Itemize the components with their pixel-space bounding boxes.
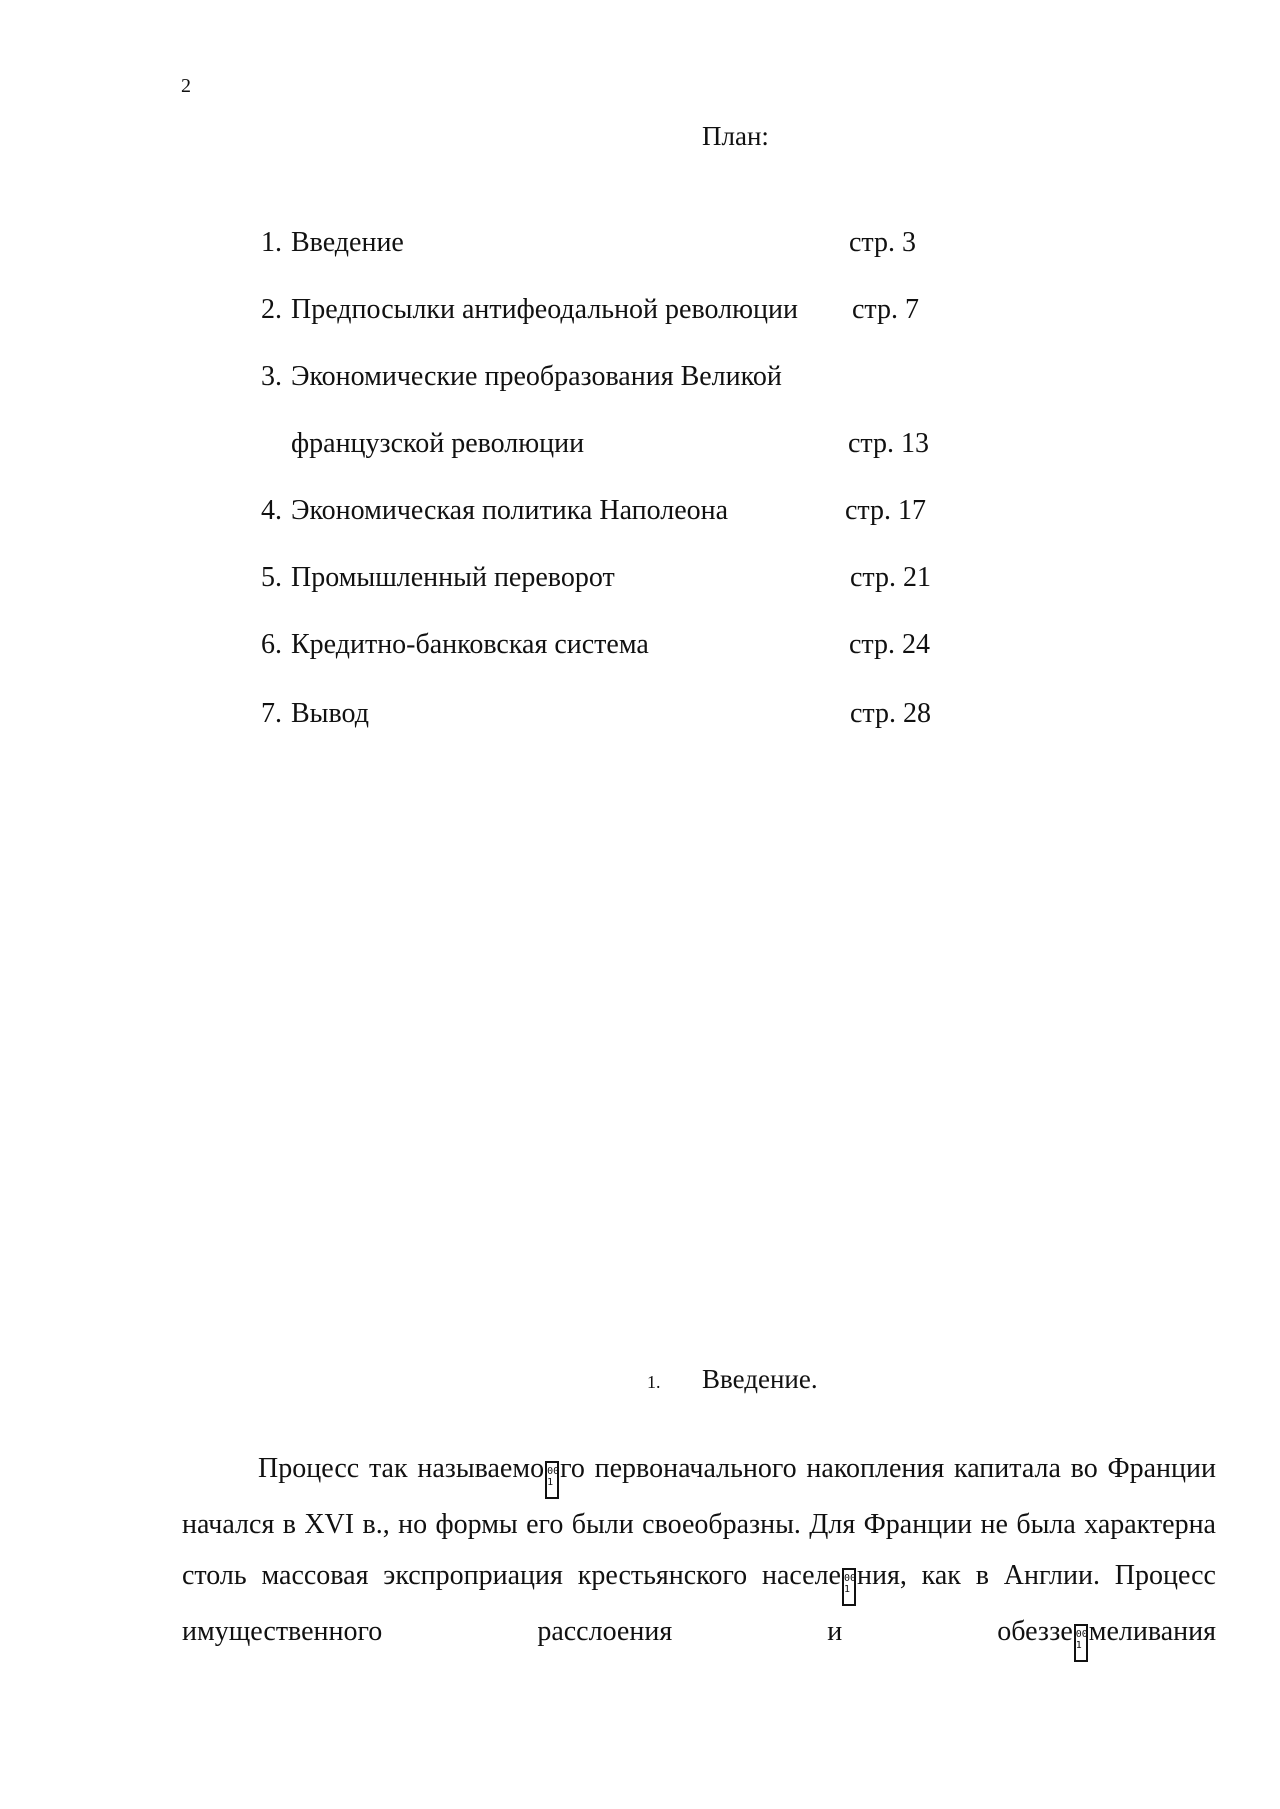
toc-label: Экономическая политика Наполеона [291,495,729,526]
toc-number: 7. [261,698,282,729]
body-text-segment: го первоначального накопления капитала во Франции начался в XVI в., но формы его были своеобразны. Для Франции не была характерна столь массовая экспроприация крестьянского населе [182,1453,1216,1591]
toc-label: Предпосылки антифеодальной революции [291,294,798,325]
toc-number: 6. [261,629,282,660]
toc-label: Кредитно-банковская система [291,629,649,660]
toc-label: Экономические преобразования Великой [291,361,782,392]
body-text-segment: меливания [1088,1616,1216,1647]
toc-number: 1. [261,227,282,258]
toc-number: 3. [261,361,282,392]
toc-label: французской революции [291,428,585,459]
body-text-segment: Процесс так называемо [258,1453,545,1484]
toc-page: стр. 3 [849,227,917,258]
section-number: 1. [647,1372,661,1392]
toc-label: Промышленный переворот [291,562,615,593]
toc-number: 2. [261,294,282,325]
body-text-segment: ния, как в Англии. Процесс имущественного расслоения и обеззе [182,1560,1216,1647]
toc-number: 5. [261,562,282,593]
toc-page: стр. 7 [852,294,920,325]
plan-title: План: [702,121,769,151]
toc-page: стр. 13 [848,428,930,459]
toc-page: стр. 17 [845,495,927,526]
missing-glyph-icon: 00 1 [842,1568,856,1606]
page-number: 2 [181,75,191,97]
toc-page: стр. 28 [850,698,932,729]
toc-label: Введение [291,227,404,258]
missing-glyph-icon: 00 1 [545,1461,559,1499]
toc-number: 4. [261,495,282,526]
section-title: Введение. [702,1364,818,1394]
toc-page: стр. 24 [849,629,931,660]
body-paragraph [182,1443,1216,1662]
missing-glyph-icon: 00 1 [1074,1624,1088,1662]
toc-label: Вывод [291,698,369,729]
toc-page: стр. 21 [850,562,932,593]
